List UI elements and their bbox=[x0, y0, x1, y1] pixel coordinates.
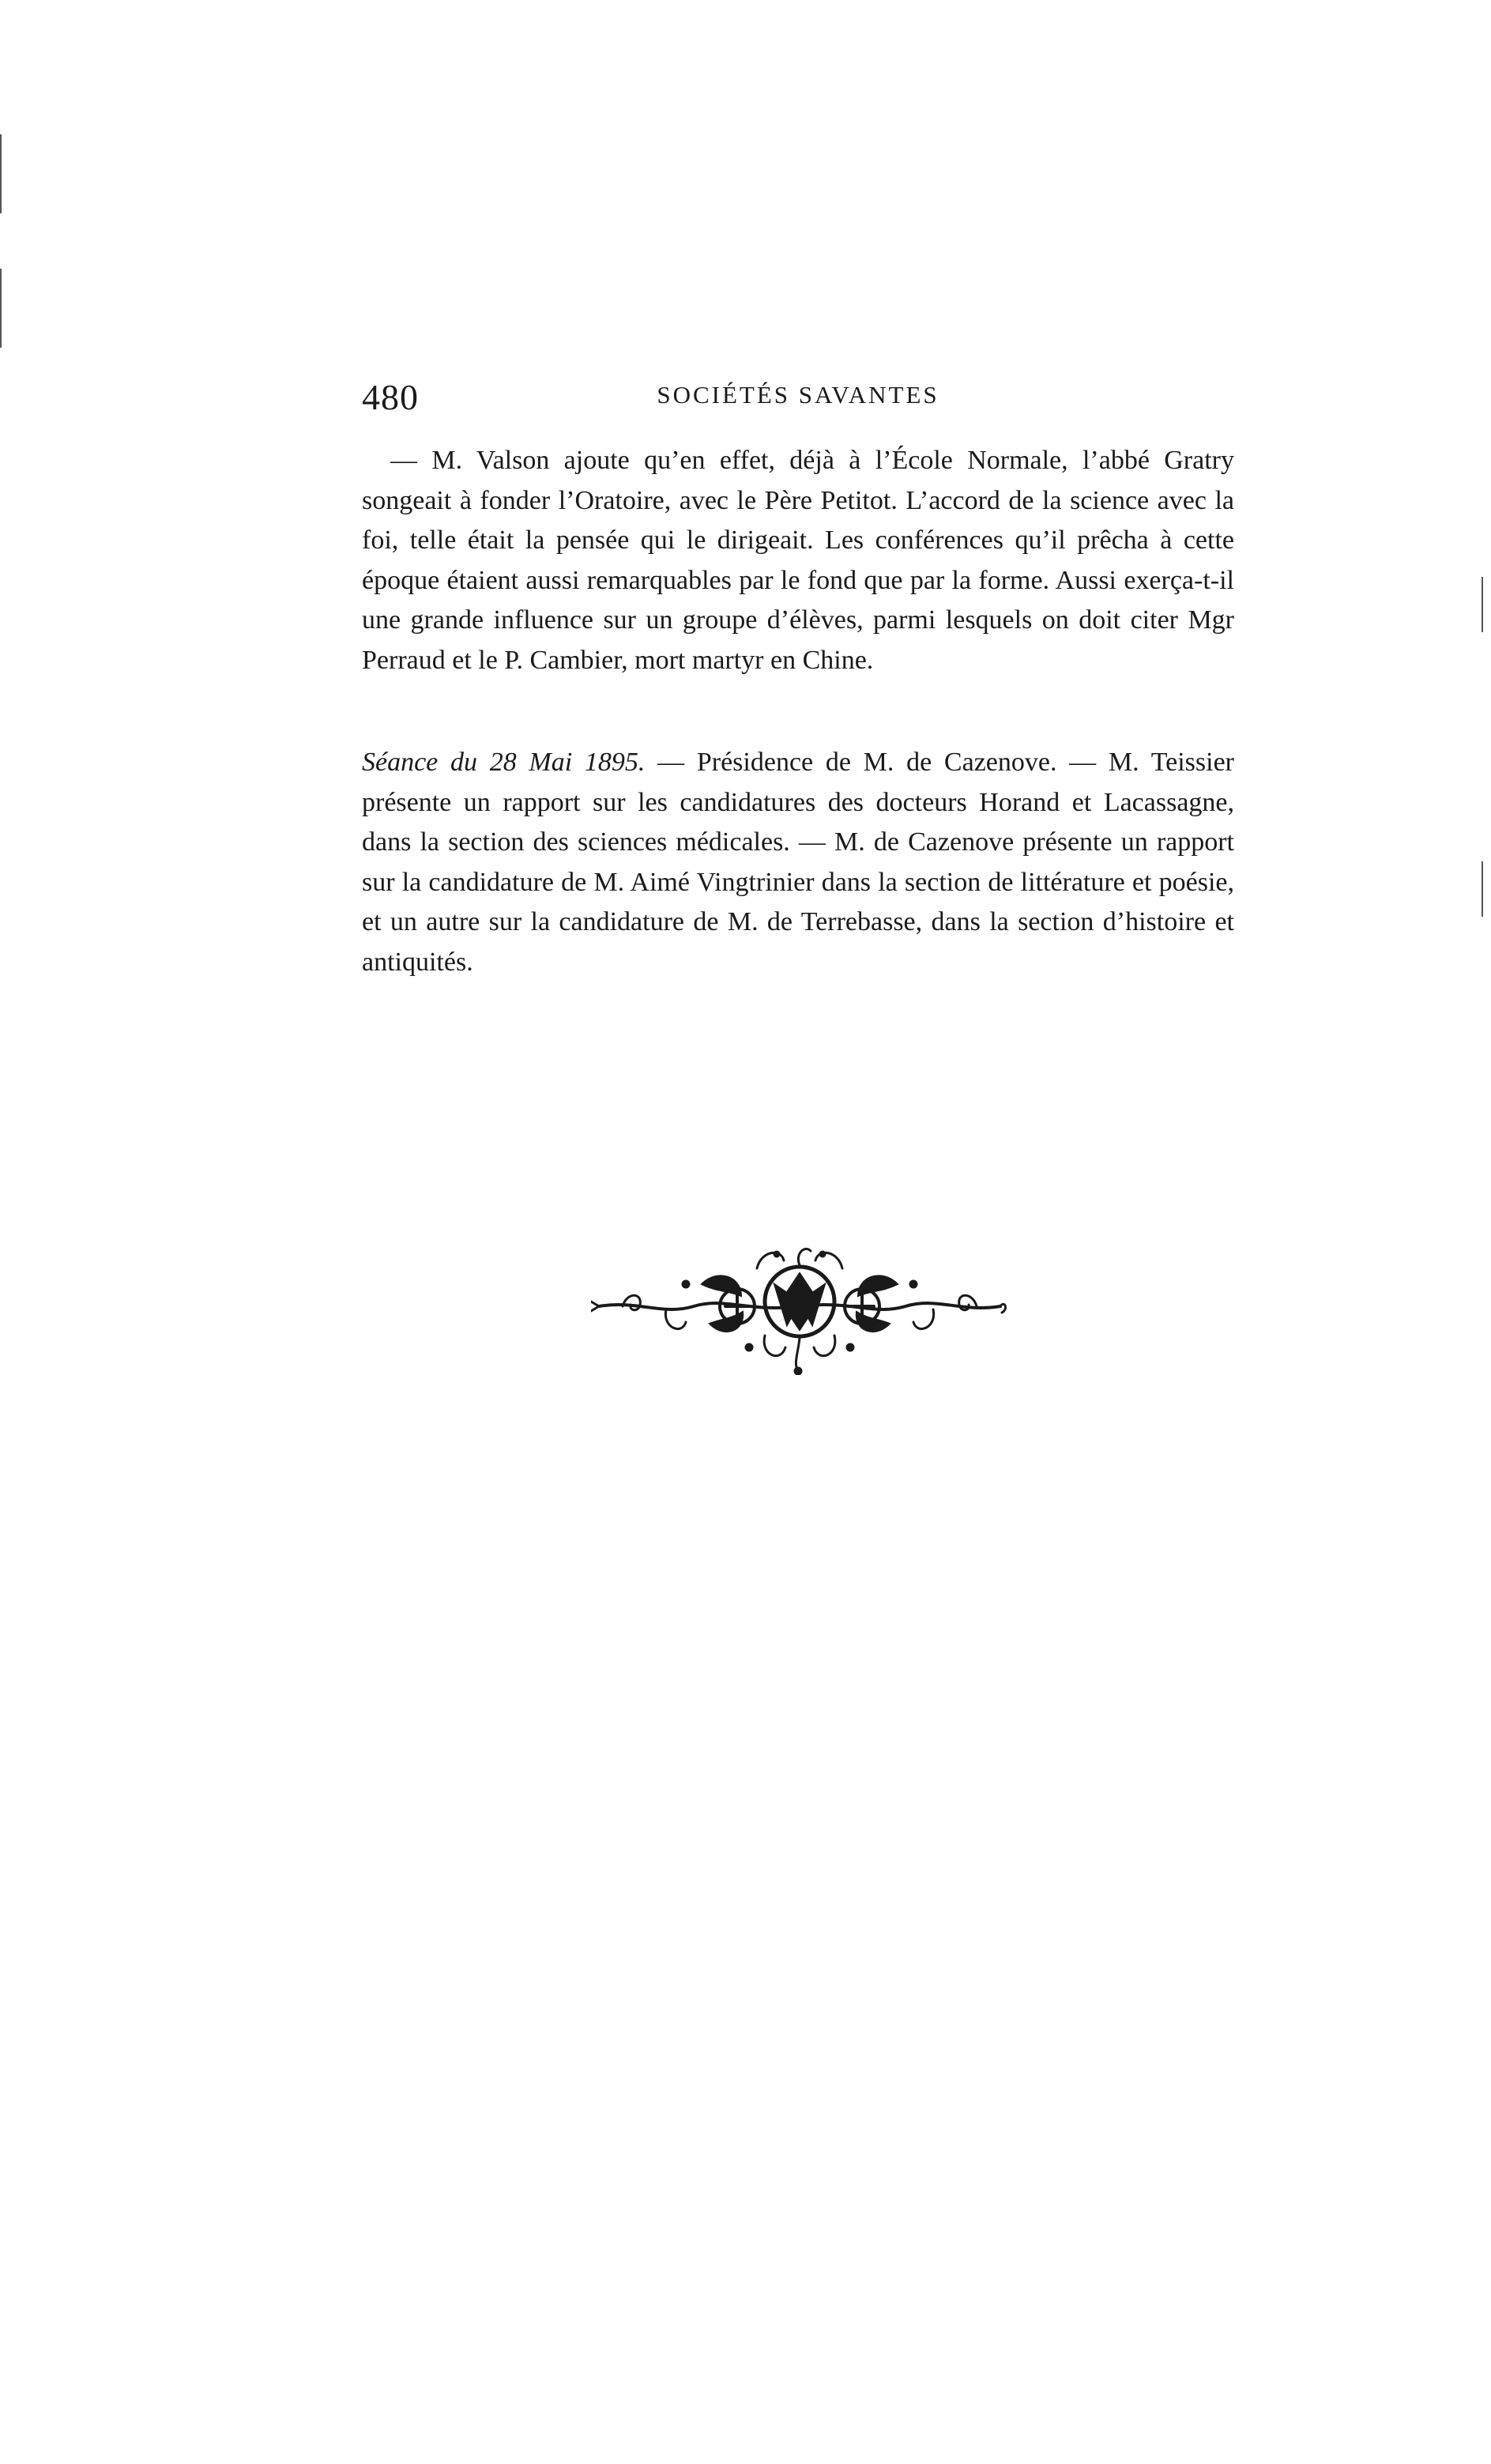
running-head: SOCIÉTÉS SAVANTES bbox=[657, 381, 939, 409]
scan-edge-mark bbox=[1482, 577, 1483, 632]
scan-edge-mark bbox=[1482, 861, 1483, 917]
page-header bbox=[362, 373, 1234, 428]
seance-date-label: Séance du 28 Mai 1895. bbox=[362, 748, 646, 777]
page-number: 480 bbox=[362, 377, 419, 417]
floral-vignette-icon bbox=[591, 1237, 1008, 1375]
scan-edge-mark bbox=[0, 269, 2, 348]
paragraph-valson: — M. Valson ajoute qu’en effet, déjà à l’École Normale, l’abbé Gratry songeait à fonder l’Oratoire, avec le Père Petitot. L’accord de la science avec la foi, telle était la pensée qui le dirigeait. Les conférences qu’il prêcha à cette époque étaient aussi remarquables par le fond que par la forme. Aussi exerça-t-il une grande influence sur un groupe d’élèves, parmi lesquels on doit citer Mgr Perraud et le P. Cambier, mort martyr en Chine. bbox=[362, 446, 1234, 675]
scan-edge-mark bbox=[0, 134, 2, 213]
paragraph-seance bbox=[362, 743, 1234, 982]
seance-text: — Présidence de M. de Cazenove. — M. Teissier présente un rapport sur les candidatures des docteurs Horand et Lacassagne, dans la section des sciences médicales. — M. de Cazenove présente un rapport sur la candidature de M. Aimé Vingtrinier dans la section de littérature et poésie, et un autre sur la candidature de M. de Terrebasse, dans la section d’histoire et antiquités. bbox=[362, 748, 1234, 977]
